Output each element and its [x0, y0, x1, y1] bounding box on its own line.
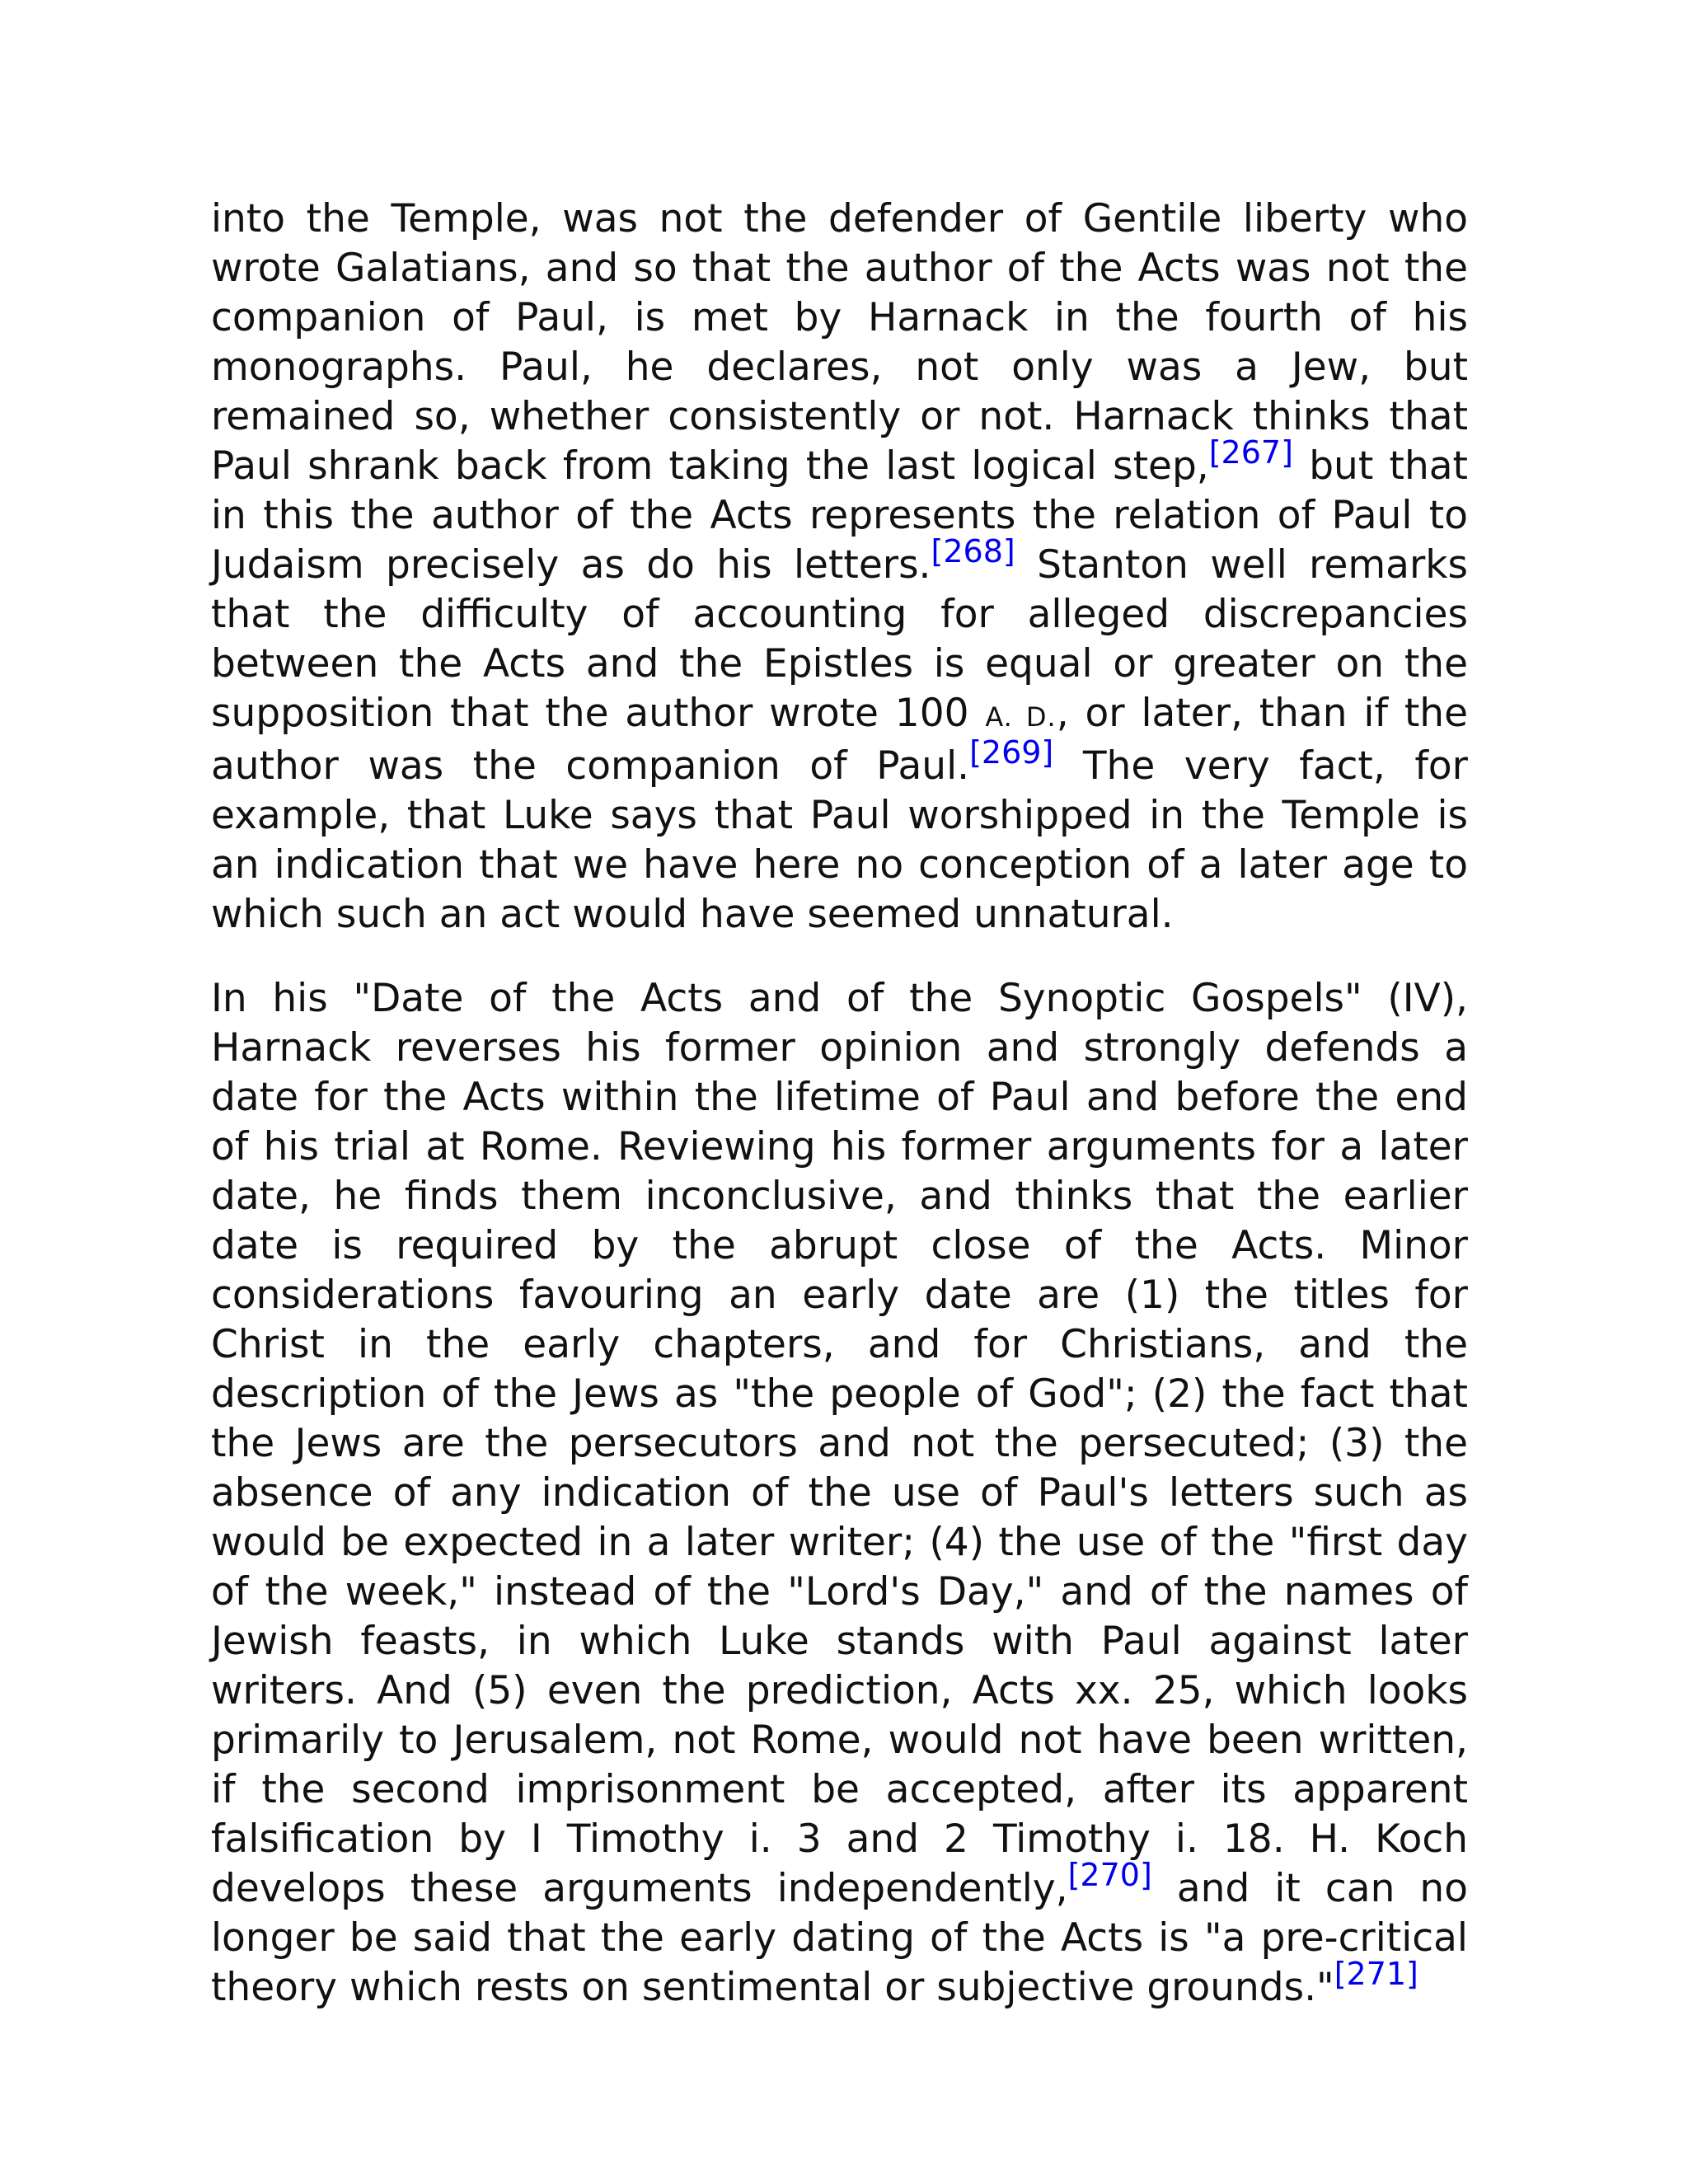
- paragraph-text: but that in this the author of the Acts represents the relation of Paul to Judaism precisely as do his letters.: [211, 443, 1468, 588]
- footnote-link-271[interactable]: [271]: [1334, 1956, 1418, 1992]
- paragraph-1: [211, 194, 1468, 940]
- paragraph-2: [211, 974, 1468, 2013]
- era-abbreviation: A. D.: [985, 701, 1057, 733]
- footnote-link-269[interactable]: [269]: [969, 734, 1054, 771]
- paragraph-text: and it can no longer be said that the early dating of the Acts is "a pre-critical theory which rests on sentimental or subjective grounds.": [211, 1866, 1468, 2010]
- paragraph-text: into the Temple, was not the defender of Gentile liberty who wrote Galatians, and so that the author of the Acts was not the companion of Paul, is met by Harnack in the fourth of his monographs. Paul, he declares, not only was a Jew, but remained so, whether consistently or not. Harnack thinks that Paul shrank back from taking the last logical step,: [211, 196, 1468, 489]
- footnote-link-270[interactable]: [270]: [1067, 1857, 1152, 1893]
- paragraph-text: Stanton well remarks that the difficulty of accounting for alleged discrepancies between the Acts and the Epistles is equal or greater on the supposition that the author wrote 100: [211, 542, 1468, 736]
- document-page: [211, 194, 1468, 2013]
- paragraph-text: , or later, than if the author was the companion of Paul.: [211, 691, 1468, 789]
- paragraph-text: In his "Date of the Acts and of the Synoptic Gospels" (IV), Harnack reverses his former opinion and strongly defends a date for the Acts within the lifetime of Paul and before the end of his trial at Rome. Reviewing his former arguments for a later date, he finds them inconclusive, and thinks that the earlier date is required by the abrupt close of the Acts. Minor considerations favouring an early date are (1) the titles for Christ in the early chapters, and for Christians, and the description of the Jews as "the people of God"; (2) the fact that the Jews are the persecutors and not the persecuted; (3) the absence of any indication of the use of Paul's letters such as would be expected in a later writer; (4) the use of the "first day of the week," instead of the "Lord's Day," and of the names of Jewish feasts, in which Luke stands with Paul against later writers. And (5) even the prediction, Acts xx. 25, which looks primarily to Jerusalem, not Rome, would not have been written, if the second imprisonment be accepted, after its apparent falsification by I Timothy i. 3 and 2 Timothy i. 18. H. Koch develops these arguments independently,: [211, 976, 1468, 1911]
- paragraph-text: The very fact, for example, that Luke says that Paul worshipped in the Temple is an indication that we have here no conception of a later age to which such an act would have seemed unnatural.: [211, 743, 1468, 937]
- footnote-link-268[interactable]: [268]: [931, 533, 1015, 569]
- footnote-link-267[interactable]: [267]: [1208, 434, 1293, 471]
